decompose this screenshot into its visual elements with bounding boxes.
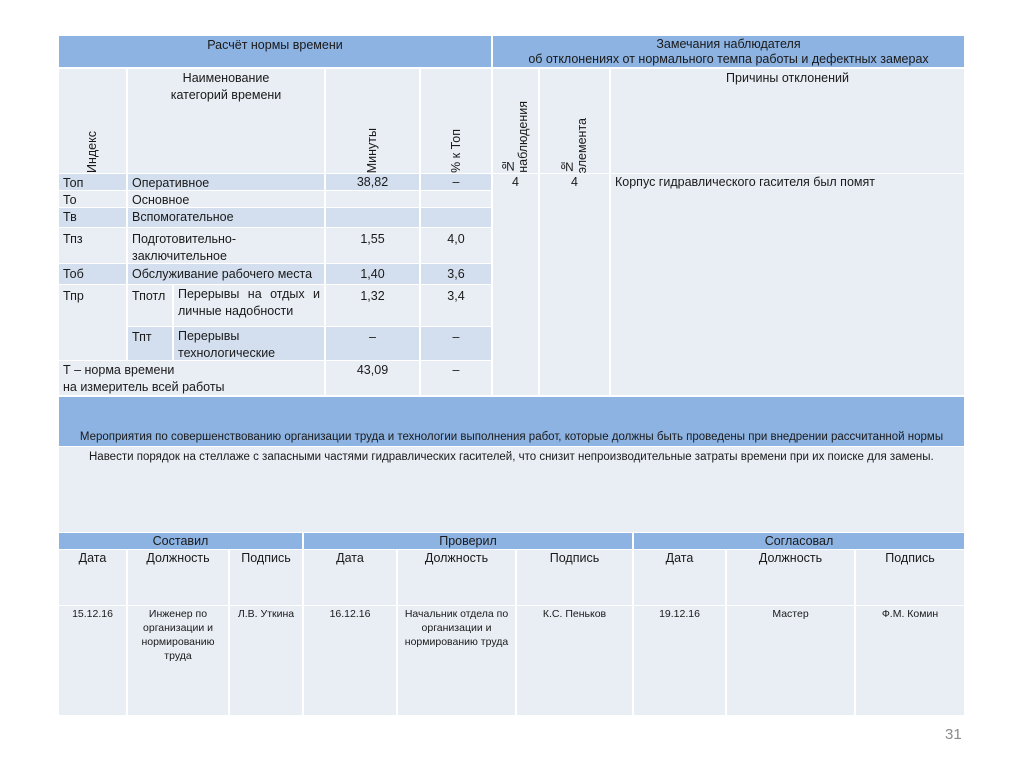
row-tv-percent — [421, 208, 491, 227]
sig-header-date-1: Дата — [59, 550, 126, 605]
measures-title — [59, 397, 964, 446]
row-tpotl-percent: 3,4 — [421, 285, 491, 326]
left-section-title: Расчёт нормы времени — [59, 36, 491, 67]
sig-value-signature-2: К.С. Пеньков — [517, 606, 632, 715]
row-tv-minutes — [326, 208, 419, 227]
header-reasons: Причины отклонений — [611, 69, 964, 173]
header-minutes: Минуты — [326, 69, 419, 173]
row-tpotl-index: Тпотл — [128, 285, 172, 326]
sig-group-approved: Согласовал — [634, 533, 964, 549]
row-tpz-name: Подготовительно-заключительное — [128, 228, 324, 263]
row-tpr-index: Тпр — [59, 285, 126, 360]
right-title-line2: об отклонениях от нормального темпа работы и дефектных замерах — [528, 52, 929, 66]
sig-header-signature-3: Подпись — [856, 550, 964, 605]
sig-header-date-2: Дата — [304, 550, 396, 605]
elem-no-value: 4 — [540, 174, 609, 395]
right-title-line1: Замечания наблюдателя — [656, 37, 801, 51]
header-index: Индекс — [59, 69, 126, 173]
right-section-title — [493, 36, 964, 67]
sig-value-date-2: 16.12.16 — [304, 606, 396, 715]
sig-header-position-1: Должность — [128, 550, 228, 605]
row-to-index: То — [59, 191, 126, 207]
row-top-index: Топ — [59, 174, 126, 190]
sig-group-compiled: Составил — [59, 533, 302, 549]
row-tob-percent: 3,6 — [421, 264, 491, 284]
row-tpotl-minutes: 1,32 — [326, 285, 419, 326]
header-elem-no — [540, 69, 609, 173]
header-obs-no — [493, 69, 538, 173]
row-tv-index: Тв — [59, 208, 126, 227]
row-top-percent: – — [421, 174, 491, 190]
sig-value-position-1: Инженер по организации и нормированию труда — [128, 606, 228, 715]
row-tpz-percent: 4,0 — [421, 228, 491, 263]
row-tpt-percent: – — [421, 327, 491, 360]
header-percent: % к Топ — [421, 69, 491, 173]
obs-no-symbol: № — [500, 159, 515, 173]
row-total-minutes: 43,09 — [326, 361, 419, 395]
row-total-percent: – — [421, 361, 491, 395]
page-number: 31 — [945, 726, 962, 743]
row-tob-name: Обслуживание рабочего места — [128, 264, 324, 284]
measures-text: Навести порядок на стеллаже с запасными частями гидравлических гасителей, что снизит непроизводительные затраты времени при их поиске для замены. — [59, 447, 964, 532]
sig-header-date-3: Дата — [634, 550, 725, 605]
sig-group-checked: Проверил — [304, 533, 632, 549]
row-tpz-index: Тпз — [59, 228, 126, 263]
row-tpz-minutes: 1,55 — [326, 228, 419, 263]
row-tpotl-name: Перерывы на отдых и личные надобности — [174, 285, 324, 326]
total-label-line1: Т – норма времени — [63, 363, 175, 377]
row-total-label — [59, 361, 324, 395]
row-tob-index: Тоб — [59, 264, 126, 284]
elem-no-label: элемента — [574, 117, 589, 173]
row-to-percent — [421, 191, 491, 207]
sig-value-date-3: 19.12.16 — [634, 606, 725, 715]
sig-header-signature-2: Подпись — [517, 550, 632, 605]
row-tpt-name: Перерывы технологические — [174, 327, 324, 360]
obs-no-value: 4 — [493, 174, 538, 395]
measures-title-text: Мероприятия по совершенствованию организации труда и технологии выполнения работ, которые должны быть проведены при внедрении рассчитанной нормы — [79, 431, 944, 443]
header-category: Наименование категорий времени — [128, 69, 324, 173]
sig-value-position-2: Начальник отдела по организации и нормированию труда — [398, 606, 515, 715]
total-label-line2: на измеритель всей работы — [63, 380, 225, 394]
sig-value-date-1: 15.12.16 — [59, 606, 126, 715]
sig-header-signature-1: Подпись — [230, 550, 302, 605]
reason-value: Корпус гидравлического гасителя был помят — [611, 174, 964, 395]
sig-value-signature-3: Ф.М. Комин — [856, 606, 964, 715]
row-tv-name: Вспомогательное — [128, 208, 324, 227]
obs-no-label: наблюдения — [515, 101, 530, 173]
row-to-minutes — [326, 191, 419, 207]
sig-value-position-3: Мастер — [727, 606, 854, 715]
elem-no-symbol: № — [559, 159, 574, 173]
sig-header-position-3: Должность — [727, 550, 854, 605]
row-tpt-minutes: – — [326, 327, 419, 360]
row-tpt-index: Тпт — [128, 327, 172, 360]
sig-header-position-2: Должность — [398, 550, 515, 605]
row-to-name: Основное — [128, 191, 324, 207]
row-top-minutes: 38,82 — [326, 174, 419, 190]
sig-value-signature-1: Л.В. Уткина — [230, 606, 302, 715]
row-top-name: Оперативное — [128, 174, 324, 190]
row-tob-minutes: 1,40 — [326, 264, 419, 284]
